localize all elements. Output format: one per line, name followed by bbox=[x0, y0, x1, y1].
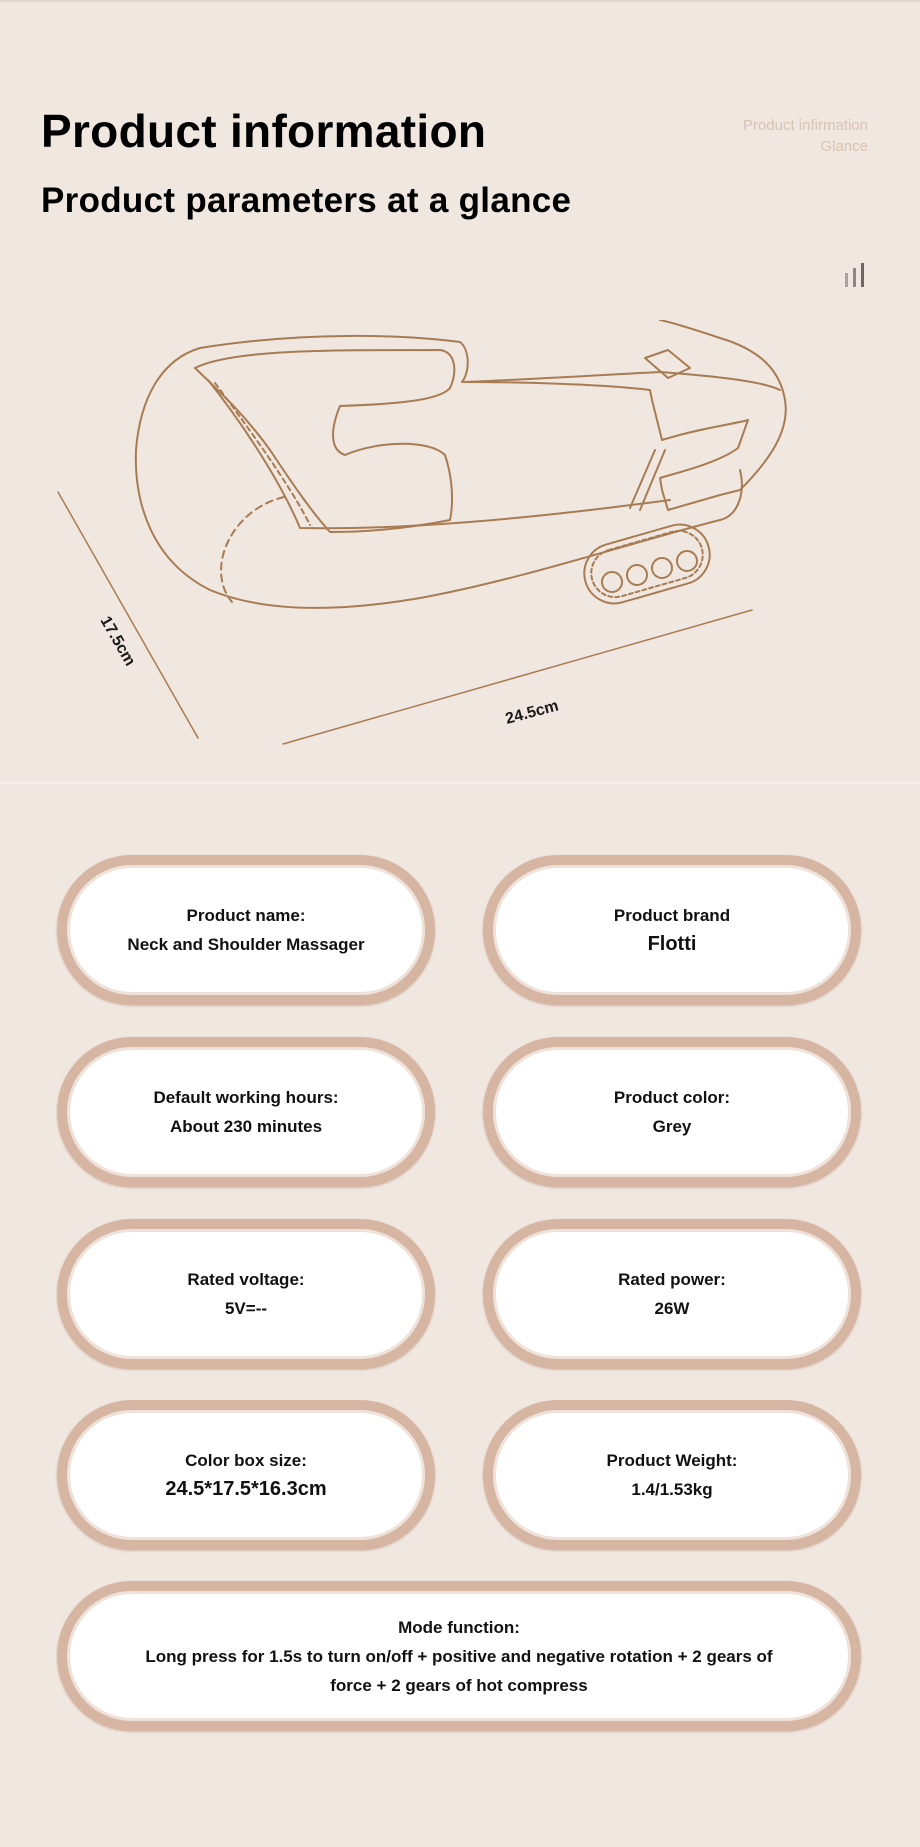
spec-label: Rated power: bbox=[618, 1270, 726, 1289]
dimension-label-width: 24.5cm bbox=[503, 697, 561, 728]
massager-line-drawing bbox=[0, 320, 920, 780]
spec-value: About 230 minutes bbox=[169, 1117, 323, 1136]
massager-body bbox=[136, 348, 742, 608]
spec-pill-product-name bbox=[57, 855, 435, 1005]
button-power bbox=[602, 572, 622, 592]
button-mode bbox=[627, 565, 647, 585]
massager-outline bbox=[200, 320, 786, 510]
spec-value: 26W bbox=[654, 1299, 690, 1318]
button-level bbox=[652, 558, 672, 578]
spec-label: Default working hours: bbox=[153, 1088, 339, 1107]
spec-pill-rated-power bbox=[483, 1219, 861, 1369]
spec-pill-box-size bbox=[57, 1400, 435, 1550]
page-title: Product information bbox=[41, 105, 487, 157]
spec-value: 1.4/1.53kg bbox=[631, 1480, 713, 1499]
watermark-line-2: Glance bbox=[820, 138, 868, 155]
stitch-line bbox=[215, 383, 310, 525]
spec-pill-product-color bbox=[483, 1037, 861, 1187]
spec-value: Long press for 1.5s to turn on/off + positive and negative rotation + 2 gears of force + 2 gears of hot compress bbox=[145, 1646, 773, 1695]
bars-icon bbox=[843, 263, 867, 289]
button-heat bbox=[677, 551, 697, 571]
massager-pillow bbox=[195, 350, 454, 532]
spec-label: Mode function: bbox=[398, 1617, 520, 1637]
spec-value: 24.5*17.5*16.3cm bbox=[165, 1478, 327, 1500]
spec-value: Neck and Shoulder Massager bbox=[127, 935, 365, 954]
stitch-line-2 bbox=[221, 497, 284, 602]
section-divider bbox=[0, 780, 920, 786]
massager-inner-edge bbox=[208, 380, 670, 528]
watermark-text bbox=[743, 115, 868, 157]
control-panel-inner bbox=[586, 525, 709, 603]
dimension-line-height bbox=[58, 492, 198, 738]
spec-label: Color box size: bbox=[185, 1451, 307, 1470]
spec-value: Grey bbox=[652, 1117, 692, 1136]
spec-pill-working-hours bbox=[57, 1037, 435, 1187]
spec-label: Product color: bbox=[613, 1088, 731, 1107]
top-divider bbox=[0, 0, 920, 2]
page-subtitle: Product parameters at a glance bbox=[41, 181, 572, 220]
spec-label: Product name: bbox=[186, 906, 306, 925]
spec-pill-product-weight bbox=[483, 1400, 861, 1550]
spec-label: Product Weight: bbox=[606, 1451, 738, 1470]
massager-strap-side-2 bbox=[630, 450, 655, 508]
spec-label: Rated voltage: bbox=[187, 1270, 305, 1289]
dimension-label-height: 17.5cm bbox=[96, 613, 139, 669]
spec-value: 5V=-- bbox=[224, 1299, 268, 1318]
spec-pill-product-brand bbox=[483, 855, 861, 1005]
spec-pill-rated-voltage bbox=[57, 1219, 435, 1369]
spec-value: Flotti bbox=[647, 933, 697, 955]
spec-label: Product brand bbox=[613, 906, 731, 925]
watermark-line-1: Product infirmation bbox=[742, 117, 868, 134]
spec-pill-mode-function bbox=[57, 1581, 861, 1731]
